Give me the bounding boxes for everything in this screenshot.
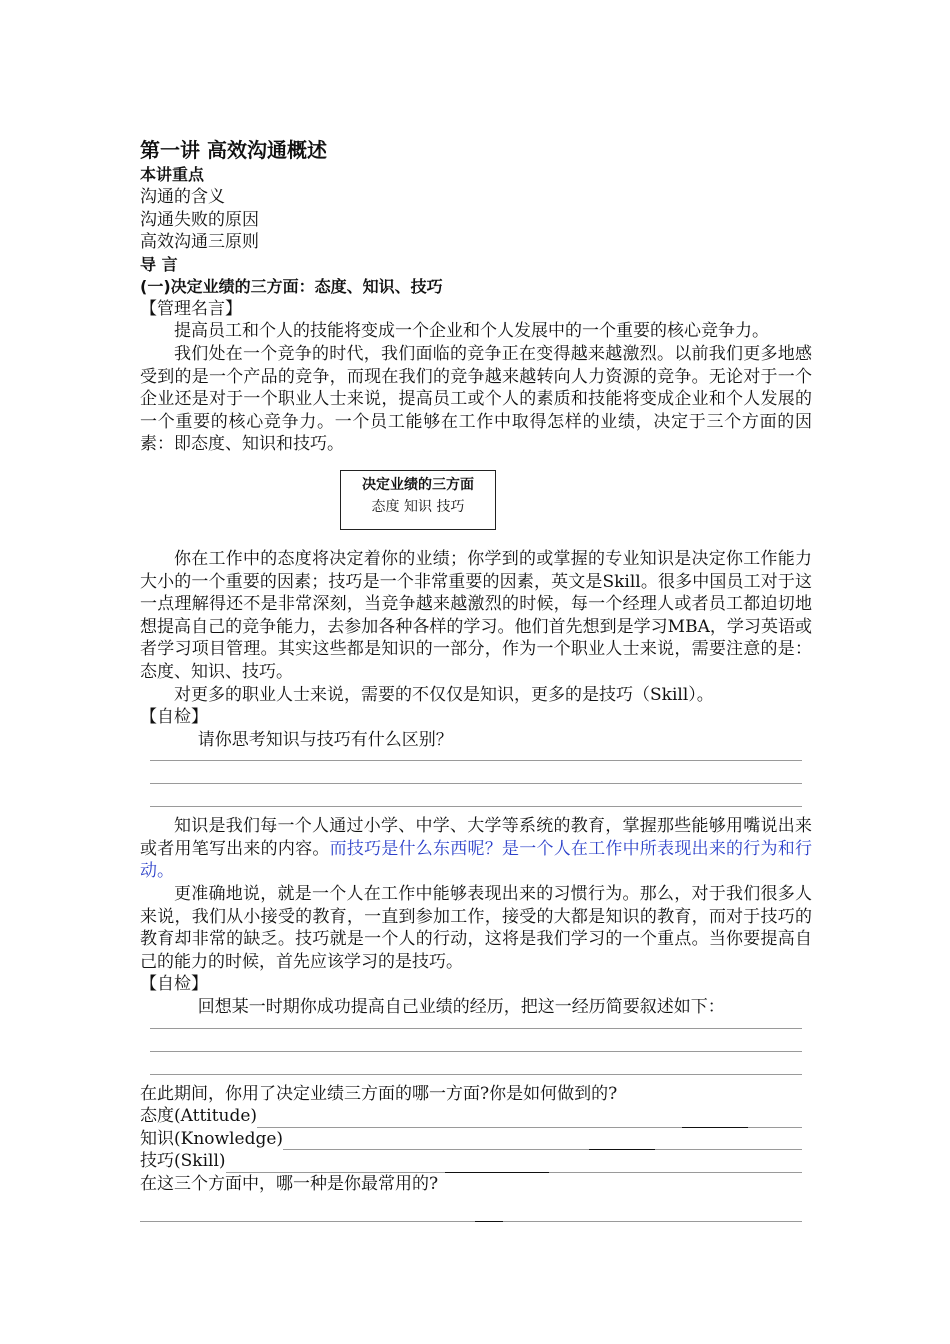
self-check-tag: 【自检】 bbox=[140, 974, 208, 995]
answer-line[interactable] bbox=[150, 759, 802, 761]
attitude-field[interactable] bbox=[140, 1105, 812, 1128]
answer-line[interactable] bbox=[150, 805, 802, 807]
lecture-title: 第一讲 高效沟通概述 bbox=[140, 138, 327, 162]
paragraph: 我们处在一个竞争的时代，我们面临的竞争正在变得越来越激烈。以前我们更多地感受到的是一个产品的竞争，而现在我们的竞争越来越转向人力资源的竞争。无论对于一个企业还是对于一个职业人士来说，提高员工或个人的素质和技能将变成企业和个人发展的一个重要的核心竞争力。一个员工能够在工作中取得怎样的业绩，决定于三个方面的因素：即态度、知识和技巧。 bbox=[140, 343, 812, 455]
answer-blank[interactable] bbox=[257, 1111, 802, 1128]
quote-text: 提高员工和个人的技能将变成一个企业和个人发展中的一个重要的核心竞争力。 bbox=[174, 321, 769, 342]
self-check-tag: 【自检】 bbox=[140, 707, 208, 728]
box-subtitle: 态度 知识 技巧 bbox=[371, 498, 465, 515]
key-point-item: 沟通的含义 bbox=[140, 187, 225, 207]
field-label: 技巧(Skill) bbox=[140, 1151, 226, 1172]
skill-field[interactable] bbox=[140, 1150, 812, 1173]
followup-question: 在此期间，你用了决定业绩三方面的哪一方面?你是如何做到的? bbox=[140, 1083, 618, 1104]
answer-line[interactable] bbox=[150, 1073, 802, 1075]
answer-blank[interactable] bbox=[283, 1133, 802, 1150]
box-title: 决定业绩的三方面 bbox=[362, 476, 474, 493]
answer-lines bbox=[140, 751, 812, 815]
key-point-item: 沟通失败的原因 bbox=[140, 209, 259, 230]
answer-line[interactable] bbox=[140, 1220, 802, 1222]
answer-lines bbox=[140, 1019, 812, 1083]
section-heading: (一)决定业绩的三方面：态度、知识、技巧 bbox=[140, 276, 443, 296]
quote-tag: 【管理名言】 bbox=[140, 298, 242, 319]
highlighted-text: 而技巧是什么东西呢？是一个人在工作中所表现出来的行为和行动。 bbox=[140, 838, 813, 882]
key-points-heading: 本讲重点 bbox=[140, 165, 205, 184]
field-label: 知识(Knowledge) bbox=[140, 1128, 284, 1149]
final-question: 在这三个方面中，哪一种是你最常用的? bbox=[140, 1174, 439, 1194]
paragraph-text: 知识是我们每一个人通过小学、中学、大学等系统的教育，掌握那些能够用嘴说出来或者用笔写出来的内容。 bbox=[140, 816, 812, 859]
paragraph: 你在工作中的态度将决定着你的业绩；你学到的或掌握的专业知识是决定你工作能力大小的一个重要的因素；技巧是一个非常重要的因素，英文是Skill。很多中国员工对于这一点理解得还不是非常深刻，当竞争越来越激烈的时候，每一个经理人或者员工都迫切地想提高自己的竞争能力，去参加各种各样的学习。他们首先想到是学习MBA，学习英语或者学习项目管理。其实这些都是知识的一部分，作为一个职业人士来说，需要注意的是：态度、知识、技巧。 bbox=[140, 548, 812, 682]
field-label: 态度(Attitude) bbox=[140, 1106, 258, 1127]
self-check-question: 请你思考知识与技巧有什么区别？ bbox=[197, 729, 453, 750]
paragraph: 对更多的职业人士来说，需要的不仅仅是知识，更多的是技巧（Skill）。 bbox=[174, 684, 714, 705]
self-check-question: 回想某一时期你成功提高自己业绩的经历，把这一经历简要叙述如下： bbox=[197, 997, 725, 1018]
paragraph bbox=[140, 815, 812, 883]
intro-heading: 导 言 bbox=[140, 254, 178, 274]
performance-factors-box bbox=[340, 470, 496, 530]
answer-blank[interactable] bbox=[226, 1156, 802, 1173]
answer-line[interactable] bbox=[150, 1050, 802, 1052]
answer-line[interactable] bbox=[150, 782, 802, 784]
key-point-item: 高效沟通三原则 bbox=[140, 232, 259, 253]
answer-line[interactable] bbox=[150, 1027, 802, 1029]
document-page bbox=[140, 136, 812, 1222]
knowledge-field[interactable] bbox=[140, 1128, 812, 1151]
paragraph: 更准确地说，就是一个人在工作中能够表现出来的习惯行为。那么，对于我们很多人来说，我们从小接受的教育，一直到参加工作，接受的大都是知识的教育，而对于技巧的教育却非常的缺乏。技巧就是一个人的行动，这将是我们学习的一个重点。当你要提高自己的能力的时候，首先应该学习的是技巧。 bbox=[140, 884, 812, 972]
